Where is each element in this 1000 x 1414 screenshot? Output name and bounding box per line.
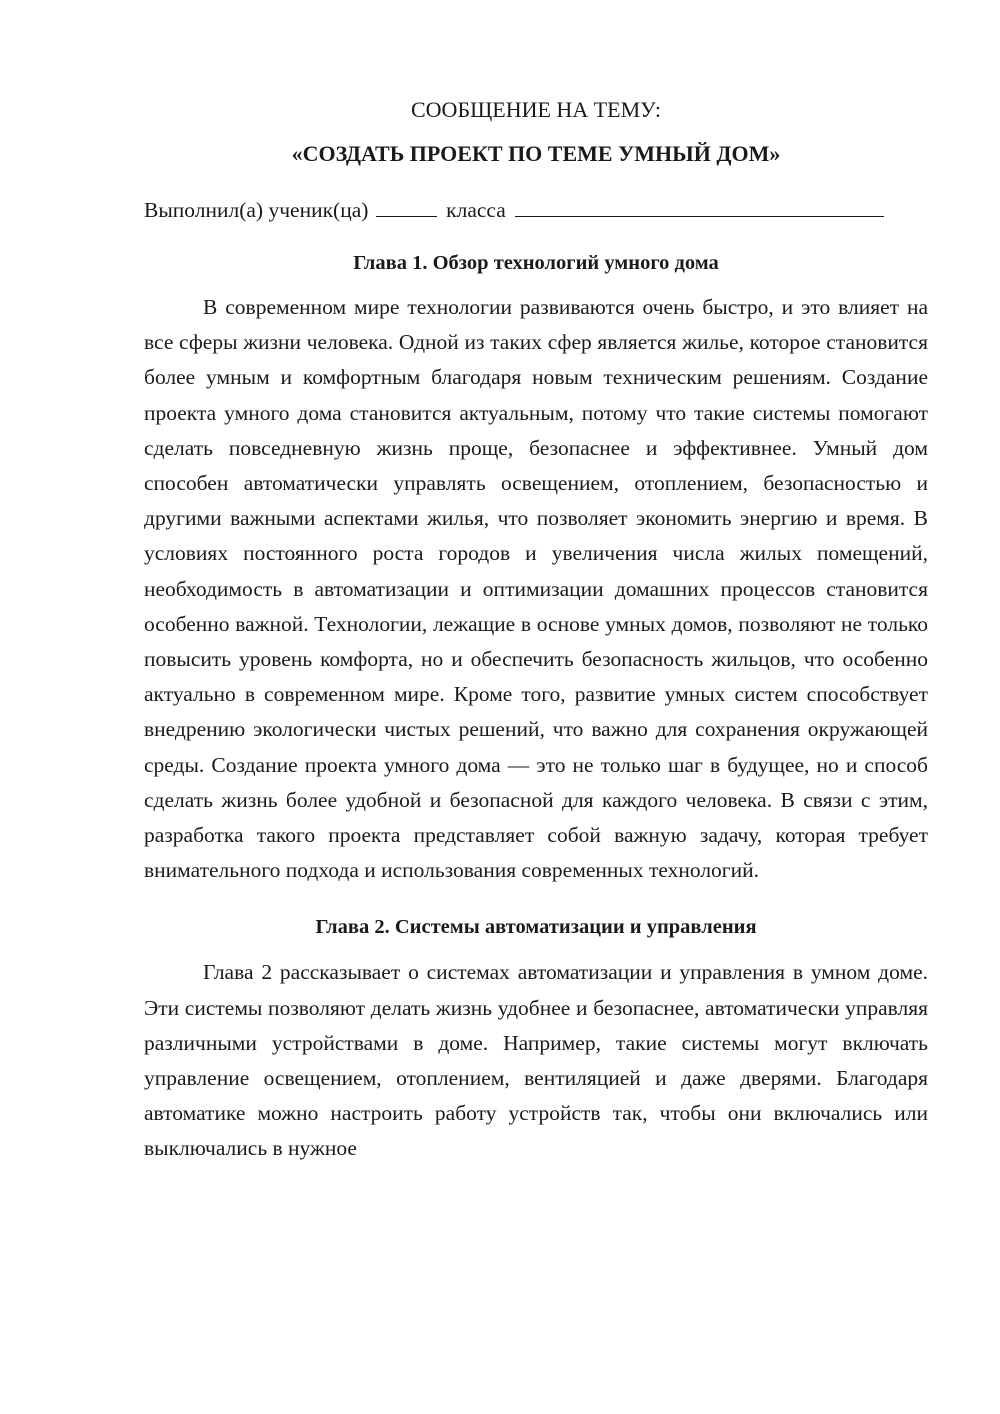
chapter-2-paragraph: Глава 2 рассказывает о системах автоматизации и управления в умном доме. Эти системы позволяют делать жизнь удобнее и безопаснее, автоматически управляя различными устройствами в доме. Например, такие системы могут включать управление освещением, отоплением, вентиляцией и даже дверями. Благодаря автоматике можно настроить работу устройств так, чтобы они включались или выключались в нужное	[144, 960, 928, 1161]
chapter-1-paragraph: В современном мире технологии развиваются очень быстро, и это влияет на все сферы жизни человека. Одной из таких сфер является жилье, которое становится более умным и комфортным благодаря новым техническим решениям. Создание проекта умного дома становится актуальным, потому что такие системы помогают сделать повседневную жизнь проще, безопаснее и эффективнее. Умный дом способен автоматически управлять освещением, отоплением, безопасностью и другими важными аспектами жилья, что позволяет экономить энергию и время. В условиях постоянного роста городов и увеличения числа жилых помещений, необходимость в автоматизации и оптимизации домашних процессов становится особенно важной. Технологии, лежащие в основе умных домов, позволяют не только повысить уровень комфорта, но и обеспечить безопасность жильцов, что особенно актуально в современном мире. Кроме того, развитие умных систем способствует внедрению экологически чистых решений, что важно для сохранения окружающей среды. Создание проекта умного дома — это не только шаг в будущее, но и способ сделать жизнь более удобной и безопасной для каждого человека. В связи с этим, разработка такого проекта представляет собой важную задачу, которая требует внимательного подхода и использования современных технологий.	[144, 295, 928, 883]
author-line	[144, 192, 928, 228]
document-title: «СОЗДАТЬ ПРОЕКТ ПО ТЕМЕ УМНЫЙ ДОМ»	[291, 141, 781, 166]
document-header-line1: СООБЩЕНИЕ НА ТЕМУ:	[411, 97, 661, 122]
author-label: Выполнил(а) ученик(ца)	[144, 198, 369, 222]
class-blank-field	[515, 196, 884, 217]
chapter-2-title: Глава 2. Системы автоматизации и управления	[315, 916, 757, 939]
grade-blank-field	[376, 196, 437, 217]
document-page	[144, 92, 928, 1167]
chapter-1-title: Глава 1. Обзор технологий умного дома	[353, 252, 719, 274]
class-label: класса	[446, 198, 506, 222]
